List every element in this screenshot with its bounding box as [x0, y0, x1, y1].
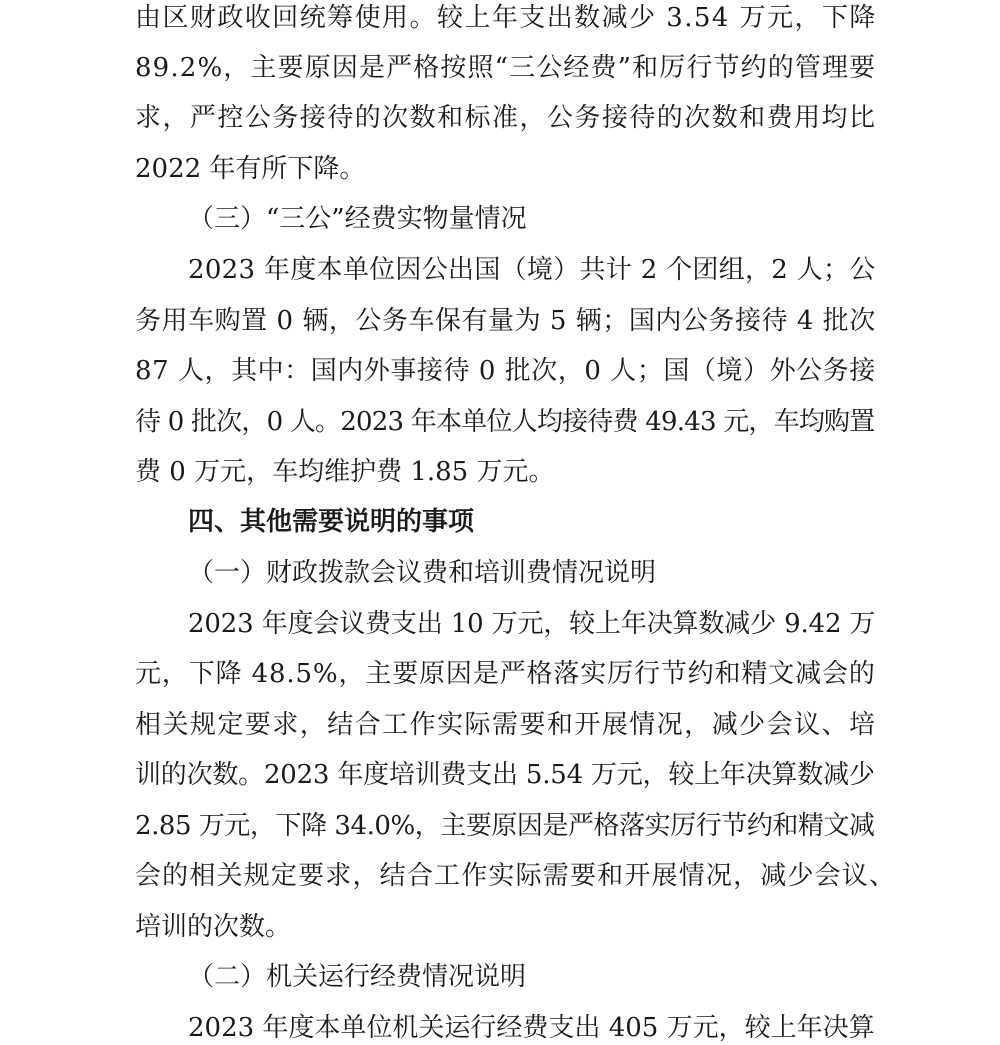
paragraph-line: 相关规定要求，结合工作实际需要和开展情况，减少会议、培	[135, 710, 877, 740]
subsection-heading: （一）财政拨款会议费和培训费情况说明	[188, 558, 657, 588]
subsection-heading: （二）机关运行经费情况说明	[188, 962, 527, 992]
paragraph-line: 2023 年度本单位机关运行经费支出 405 万元，较上年决算	[188, 1013, 875, 1043]
paragraph-line: 89.2%，主要原因是严格按照“三公经费”和厉行节约的管理要	[135, 53, 877, 83]
section-heading: 四、其他需要说明的事项	[188, 507, 475, 537]
paragraph-line: 培训的次数。	[135, 912, 292, 942]
paragraph-line: 2022 年有所下降。	[135, 154, 366, 184]
subsection-heading: （三）“三公”经费实物量情况	[188, 204, 527, 234]
paragraph-line: 费 0 万元，车均维护费 1.85 万元。	[135, 457, 555, 487]
paragraph-line: 待 0 批次，0 人。2023 年本单位人均接待费 49.43 元，车均购置	[135, 407, 875, 437]
paragraph-line: 元，下降 48.5%，主要原因是严格落实厉行节约和精文减会的	[135, 659, 876, 689]
paragraph-line: 务用车购置 0 辆，公务车保有量为 5 辆；国内公务接待 4 批次	[135, 306, 876, 336]
paragraph-line: 87 人，其中：国内外事接待 0 批次，0 人；国（境）外公务接	[135, 356, 876, 386]
paragraph-line: 2.85 万元，下降 34.0%，主要原因是严格落实厉行节约和精文减	[135, 811, 875, 841]
paragraph-line: 求，严控公务接待的次数和标准，公务接待的次数和费用均比	[135, 103, 877, 133]
paragraph-line: 2023 年度本单位因公出国（境）共计 2 个团组，2 人；公	[188, 255, 876, 285]
paragraph-line: 由区财政收回统筹使用。较上年支出数减少 3.54 万元，下降	[135, 3, 877, 33]
paragraph-line: 2023 年度会议费支出 10 万元，较上年决算数减少 9.42 万	[188, 609, 876, 639]
paragraph-line: 训的次数。2023 年度培训费支出 5.54 万元，较上年决算数减少	[135, 760, 875, 790]
paragraph-line: 会的相关规定要求，结合工作实际需要和开展情况，减少会议、	[135, 861, 897, 891]
